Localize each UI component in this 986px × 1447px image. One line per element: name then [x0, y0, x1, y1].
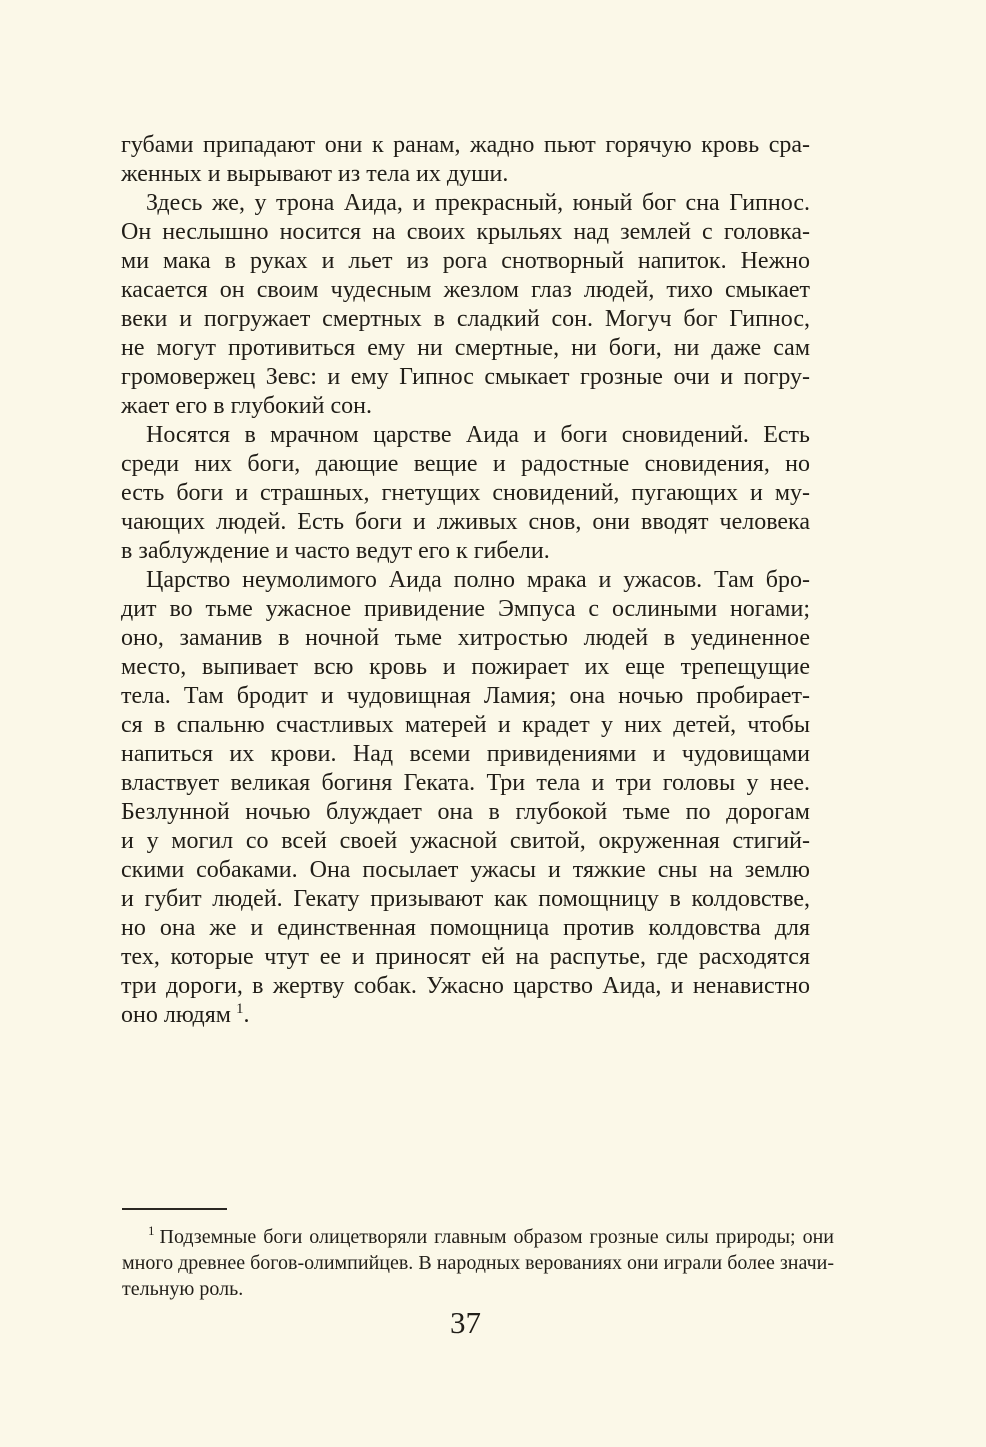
text-line: Царство неумолимого Аида полно мрака и ужасов. Там бро-	[146, 567, 810, 593]
text-line: и губит людей. Гекату призывают как помощницу в колдовстве,	[121, 886, 810, 912]
text-line: Носятся в мрачном царстве Аида и боги сновидений. Есть	[146, 422, 810, 448]
text-line: много древнее богов-олимпийцев. В народных верованиях они играли более значи-	[122, 1252, 834, 1274]
text-line: ми мака в руках и льет из рога снотворный напиток. Нежно	[121, 248, 810, 274]
text-line: в заблуждение и часто ведут его к гибели.	[121, 538, 550, 564]
text-line: оно, заманив в ночной тьме хитростью людей в уединенное	[121, 625, 810, 651]
text-line: чающих людей. Есть боги и лживых снов, они вводят человека	[121, 509, 810, 535]
text-line: среди них боги, дающие вещие и радостные сновидения, но	[121, 451, 810, 477]
text-line: оно людям $^1$.	[121, 1001, 250, 1028]
text-line: дит во тьме ужасное привидение Эмпуса с ослиными ногами;	[121, 596, 810, 622]
text-line: громовержец Зевс: и ему Гипнос смыкает грозные очи и погру-	[121, 364, 810, 390]
text-line: Он неслышно носится на своих крыльях над землей с головка-	[121, 219, 810, 245]
page-number: 37	[450, 1305, 481, 1340]
text-line: тельную роль.	[122, 1278, 244, 1300]
text-line: властвует великая богиня Геката. Три тела и три головы у нее.	[121, 770, 810, 796]
text-line: тела. Там бродит и чудовищная Ламия; она ночью пробирает-	[121, 683, 810, 709]
text-line: место, выпивает всю кровь и пожирает их еще трепещущие	[121, 654, 810, 680]
text-line: но она же и единственная помощница против колдовства для	[121, 915, 810, 941]
text-line: ся в спальню счастливых матерей и крадет у них детей, чтобы	[121, 712, 810, 738]
footnote	[122, 1208, 834, 1302]
text-line: жает его в глубокий сон.	[121, 393, 372, 419]
text-line: скими собаками. Она посылает ужасы и тяжкие сны на землю	[121, 857, 810, 883]
text-line: есть боги и страшных, гнетущих сновидений, пугающих и му-	[121, 480, 810, 506]
text-line: касается он своим чудесным жезлом глаз людей, тихо смыкает	[121, 277, 810, 303]
footnote-lines	[122, 1224, 834, 1302]
footnote-rule	[122, 1208, 227, 1210]
footnote-marker: 1	[148, 1224, 155, 1239]
text-line: три дороги, в жертву собак. Ужасно царство Аида, и ненавистно	[121, 973, 810, 999]
text-line: напиться их крови. Над всеми привидениями и чудовищами	[121, 741, 810, 767]
text-line: веки и погружает смертных в сладкий сон. Могуч бог Гипнос,	[121, 306, 810, 332]
text-line: Безлунной ночью блуждает она в глубокой тьме по дорогам	[121, 799, 810, 825]
text-line: губами припадают они к ранам, жадно пьют горячую кровь сра-	[121, 132, 810, 158]
text-line: тех, которые чтут ее и приносят ей на распутье, где расходятся	[121, 944, 810, 970]
text-line: не могут противиться ему ни смертные, ни боги, ни даже сам	[121, 335, 810, 361]
text-line: Здесь же, у трона Аида, и прекрасный, юный бог сна Гипнос.	[146, 190, 810, 216]
footnote-marker: 1	[235, 1001, 244, 1017]
text-line: $^1$ Подземные боги олицетворяли главным образом грозные силы природы; они	[148, 1224, 834, 1248]
text-line: и у могил со всей своей ужасной свитой, окруженная стигий-	[121, 828, 810, 854]
text-line: женных и вырывают из тела их души.	[121, 161, 509, 187]
body-text	[121, 131, 810, 1030]
